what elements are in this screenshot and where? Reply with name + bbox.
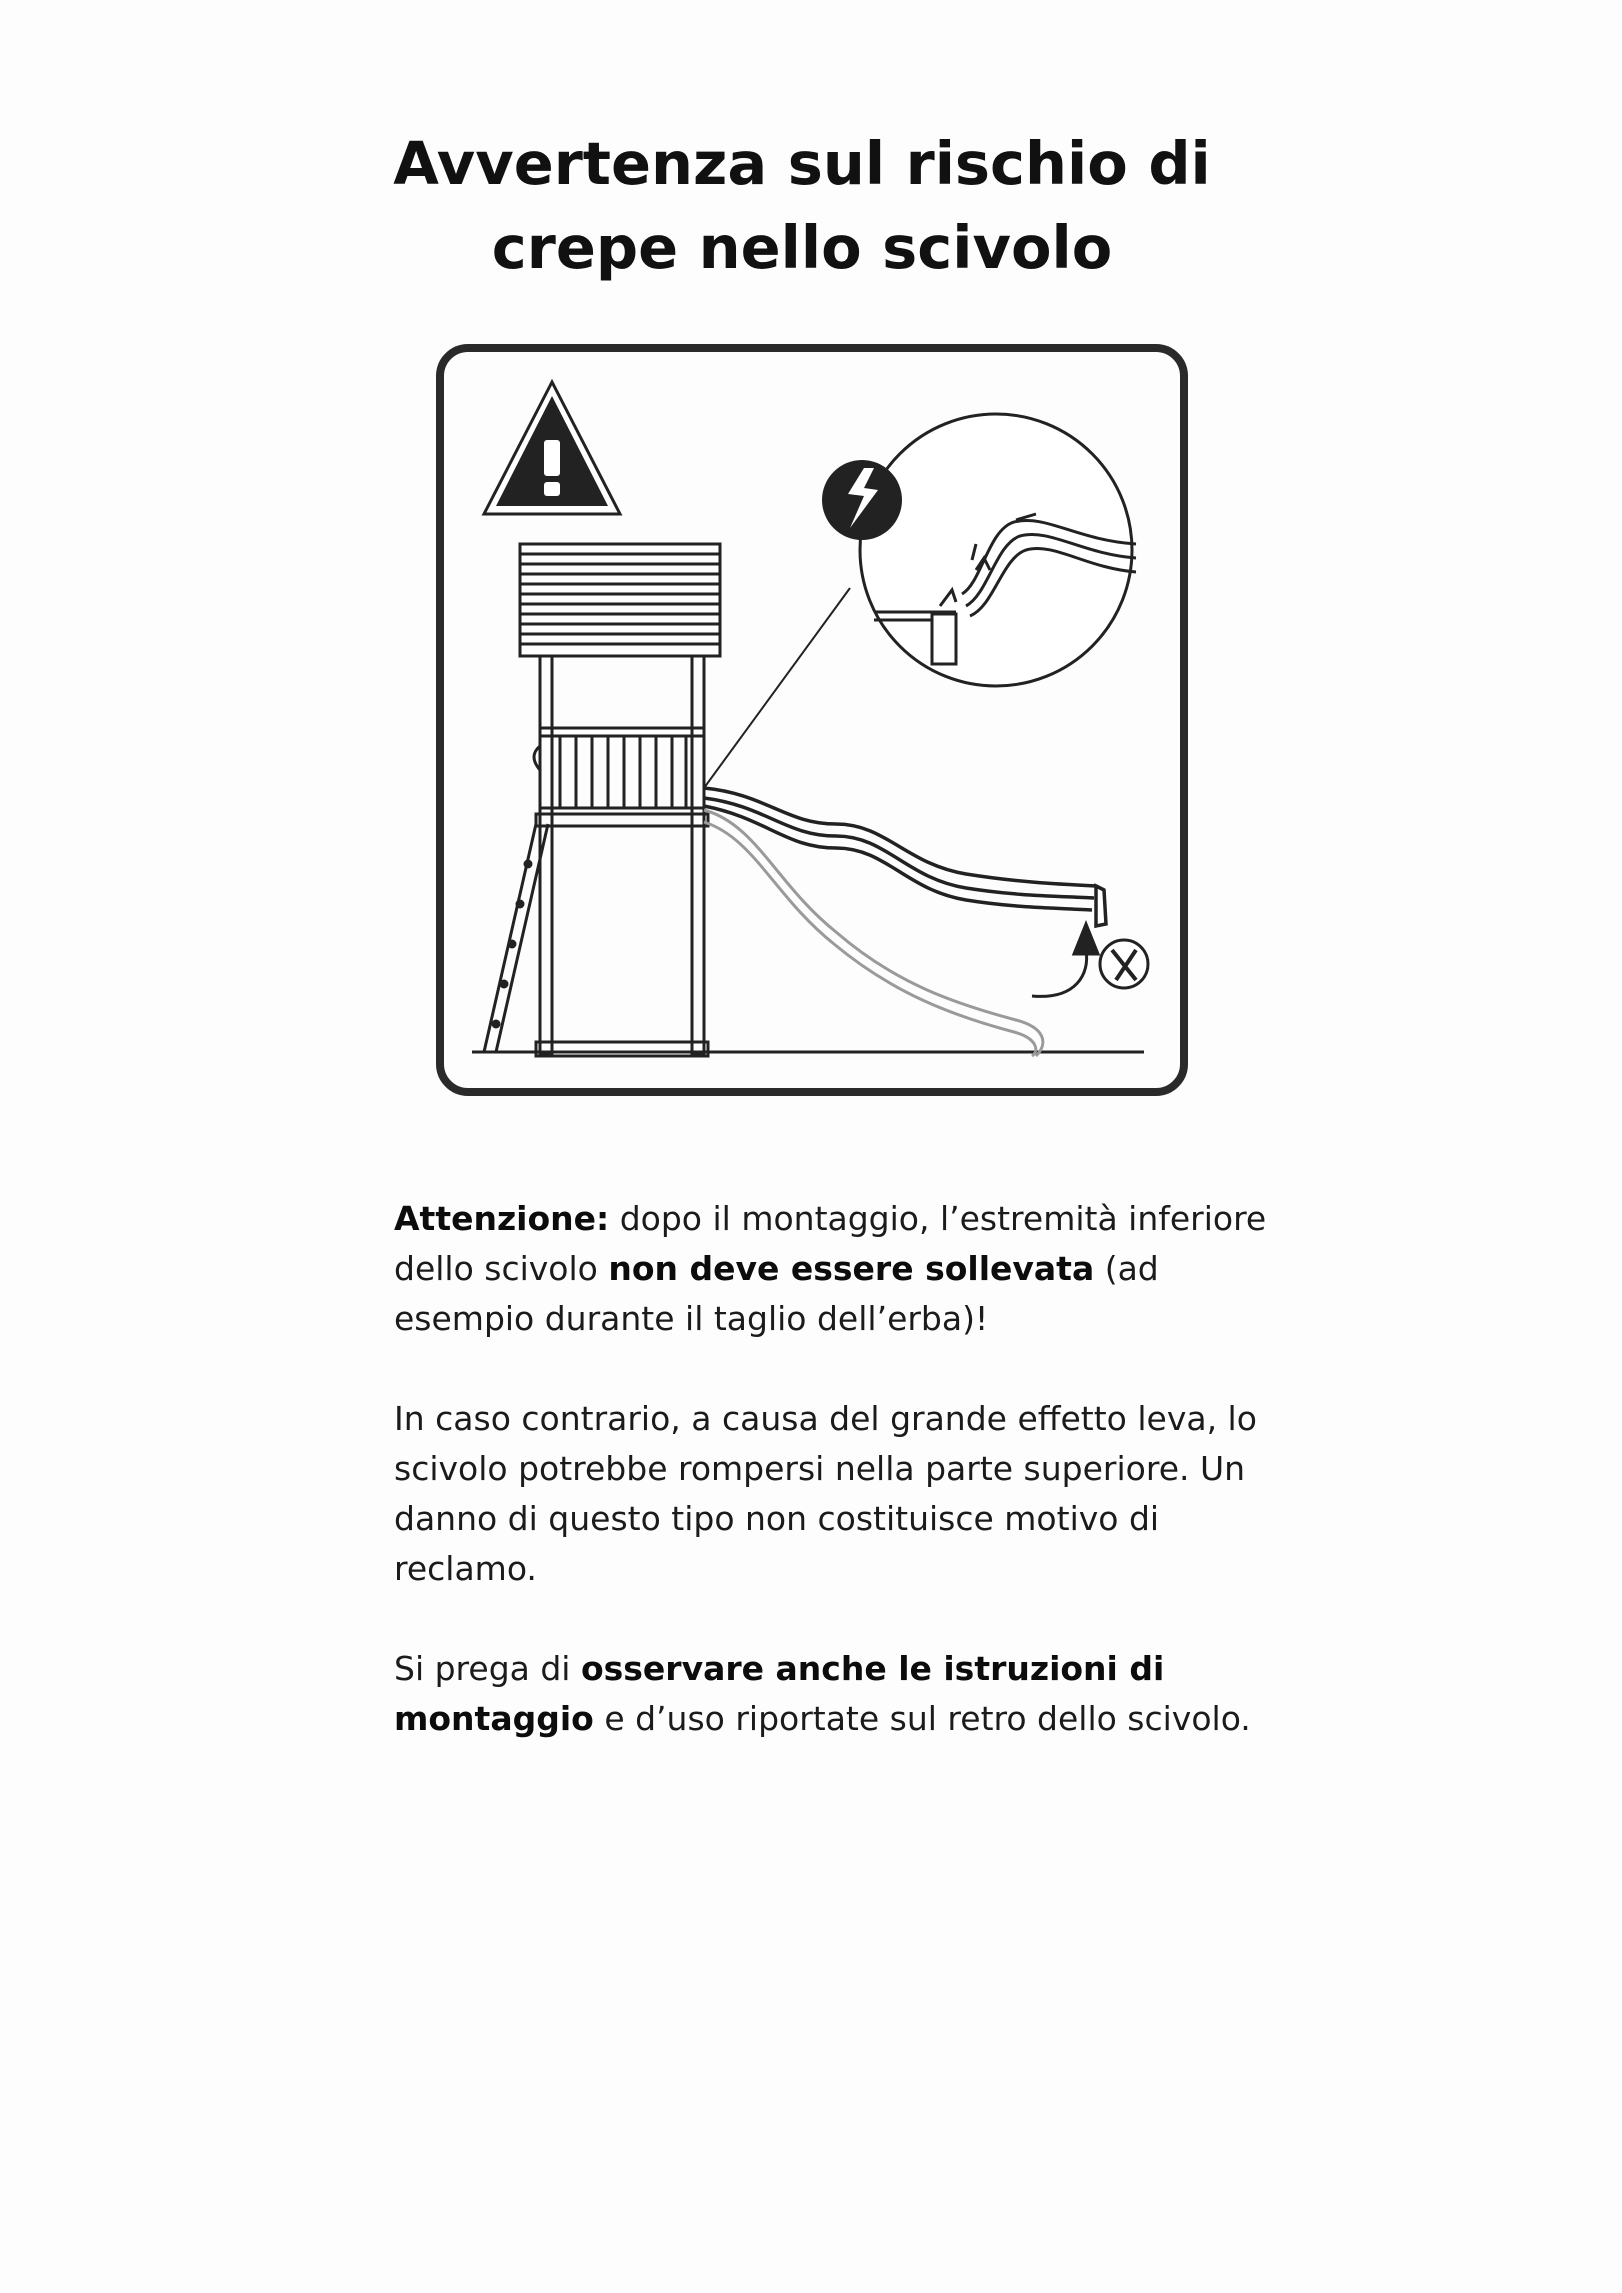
- slide-warning-illustration: [436, 344, 1188, 1096]
- paragraph-1-text-a: dopo il montaggio, l’estremità inferiore dello scivolo: [394, 1199, 1267, 1288]
- crack-lightning-icon: [822, 460, 902, 540]
- tower-roof: [520, 544, 720, 656]
- paragraph-3-text-b: e d’uso riportate sul retro dello scivolo.: [593, 1699, 1251, 1738]
- lift-arrow-icon: [1032, 924, 1098, 996]
- paragraph-1-text-b: (ad esempio durante il taglio dell’erba)!: [394, 1249, 1159, 1338]
- paragraph-1-emphasis: non deve essere sollevata: [608, 1249, 1095, 1288]
- prohibited-x-icon: [1100, 940, 1148, 988]
- warning-triangle-icon: [484, 382, 620, 514]
- title-line-1: Avvertenza sul rischio di: [393, 129, 1211, 198]
- paragraph-3-text-a: Si prega di: [394, 1649, 581, 1688]
- warning-text: [394, 1194, 1294, 1794]
- tower-ladder: [484, 824, 548, 1052]
- paragraph-consequence: In caso contrario, a causa del grande effetto leva, lo scivolo potrebbe rompersi nella parte superiore. Un danno di questo tipo non costituisce motivo di reclamo.: [394, 1399, 1257, 1588]
- paragraph-3-emphasis: osservare anche le istruzioni di montaggio: [394, 1649, 1165, 1738]
- page-title: [0, 122, 1604, 290]
- paragraph-attention: [394, 1194, 1294, 1344]
- slide-resting-position: [704, 810, 1043, 1056]
- crack-detail-circle: [860, 414, 1136, 686]
- callout-line: [704, 588, 850, 788]
- title-line-2: crepe nello scivolo: [491, 213, 1113, 282]
- paragraph-instructions: [394, 1644, 1294, 1744]
- attention-label: Attenzione:: [394, 1199, 610, 1238]
- tower-structure: [534, 656, 708, 1056]
